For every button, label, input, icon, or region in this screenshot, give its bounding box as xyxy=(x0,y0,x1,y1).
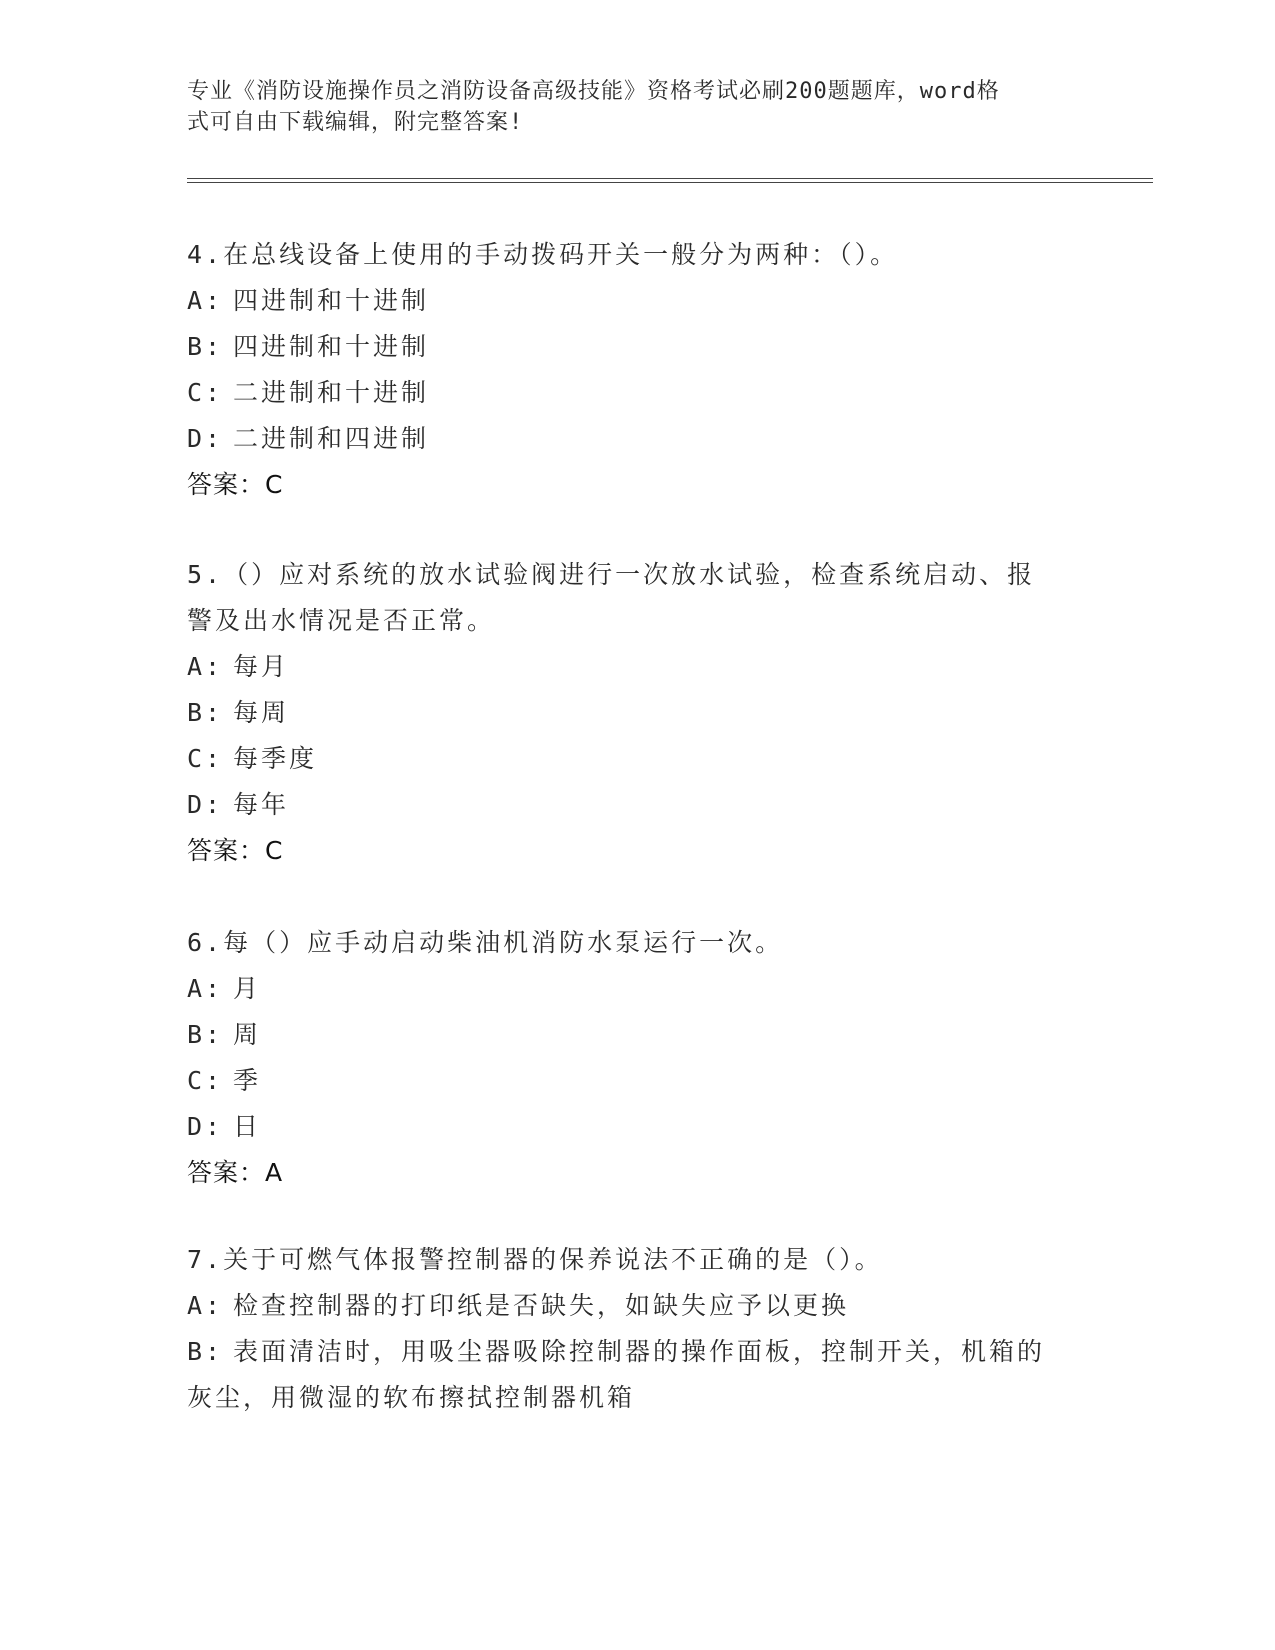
option-a xyxy=(187,1283,1087,1329)
option-text: 表面清洁时，用吸尘器吸除控制器的操作面板，控制开关，机箱的 xyxy=(233,1337,1046,1366)
option-letter: C: xyxy=(187,744,224,773)
answer: 答案：C xyxy=(187,836,284,865)
option-letter: D: xyxy=(187,424,224,453)
option-a xyxy=(187,644,1087,690)
option-letter: B: xyxy=(187,1337,224,1366)
option-text: 四进制和十进制 xyxy=(233,286,430,315)
option-d xyxy=(187,1104,1087,1150)
option-a xyxy=(187,966,1087,1012)
option-text: 每年 xyxy=(233,790,290,819)
option-text: 每月 xyxy=(233,652,290,681)
option-letter: C: xyxy=(187,378,224,407)
option-text: 四进制和十进制 xyxy=(233,332,430,361)
option-a xyxy=(187,278,1087,324)
question-stem-continued: 警及出水情况是否正常。 xyxy=(187,606,496,635)
question-5 xyxy=(187,552,1087,874)
header-line-2: 式可自由下载编辑，附完整答案! xyxy=(187,110,524,135)
option-letter: D: xyxy=(187,1112,224,1141)
option-text: 季 xyxy=(233,1066,262,1095)
question-stem: 5.（）应对系统的放水试验阀进行一次放水试验，检查系统启动、报 xyxy=(187,560,1036,589)
option-c xyxy=(187,1058,1087,1104)
option-text: 检查控制器的打印纸是否缺失，如缺失应予以更换 xyxy=(233,1291,850,1320)
option-b xyxy=(187,1329,1087,1375)
option-letter: A: xyxy=(187,652,224,681)
option-text: 每季度 xyxy=(233,744,318,773)
option-letter: B: xyxy=(187,698,224,727)
option-letter: A: xyxy=(187,974,224,1003)
question-stem: 6.每（）应手动启动柴油机消防水泵运行一次。 xyxy=(187,928,784,957)
option-b xyxy=(187,324,1087,370)
question-7 xyxy=(187,1237,1087,1421)
question-6 xyxy=(187,920,1087,1196)
header-divider-bottom xyxy=(187,182,1153,183)
option-text: 周 xyxy=(233,1020,262,1049)
question-stem: 7.关于可燃气体报警控制器的保养说法不正确的是（）。 xyxy=(187,1245,883,1274)
option-text: 日 xyxy=(233,1112,262,1141)
option-c xyxy=(187,736,1087,782)
option-letter: A: xyxy=(187,286,224,315)
answer: 答案：C xyxy=(187,470,284,499)
option-text: 二进制和四进制 xyxy=(233,424,430,453)
option-text: 二进制和十进制 xyxy=(233,378,430,407)
answer: 答案：A xyxy=(187,1158,284,1187)
document-header xyxy=(187,76,1067,138)
option-letter: D: xyxy=(187,790,224,819)
option-letter: A: xyxy=(187,1291,224,1320)
question-4 xyxy=(187,232,1087,508)
option-d xyxy=(187,782,1087,828)
question-stem: 4.在总线设备上使用的手动拨码开关一般分为两种：（）。 xyxy=(187,240,899,269)
option-b xyxy=(187,690,1087,736)
option-text: 月 xyxy=(233,974,262,1003)
header-divider-top xyxy=(187,178,1153,179)
option-letter: C: xyxy=(187,1066,224,1095)
option-d xyxy=(187,416,1087,462)
option-b xyxy=(187,1012,1087,1058)
option-b-continued: 灰尘，用微湿的软布擦拭控制器机箱 xyxy=(187,1383,636,1412)
header-line-1: 专业《消防设施操作员之消防设备高级技能》资格考试必刷200题题库，word格 xyxy=(187,79,1000,104)
option-c xyxy=(187,370,1087,416)
option-text: 每周 xyxy=(233,698,290,727)
option-letter: B: xyxy=(187,332,224,361)
option-letter: B: xyxy=(187,1020,224,1049)
